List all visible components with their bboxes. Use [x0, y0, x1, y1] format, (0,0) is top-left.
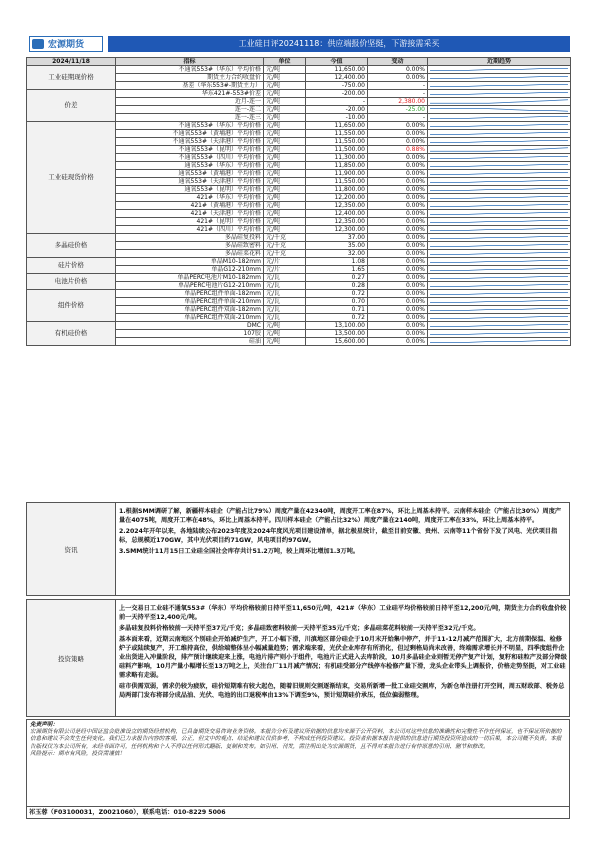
table-header-row — [27, 58, 571, 66]
trend-cell — [428, 106, 571, 114]
trend-sparkline — [428, 138, 570, 145]
unit-cell: 元/吨 — [264, 194, 306, 202]
trend-cell — [428, 330, 571, 338]
trend-sparkline — [428, 338, 570, 345]
value-cell: 11,650.00 — [306, 122, 368, 130]
value-cell: 11,650.00 — [306, 66, 368, 74]
value-cell: 1.65 — [306, 266, 368, 274]
trend-cell — [428, 242, 571, 250]
unit-cell: 元/千克 — [264, 242, 306, 250]
value-cell: 0.28 — [306, 282, 368, 290]
unit-cell: 元/吨 — [264, 210, 306, 218]
trend-line — [430, 269, 568, 271]
trend-sparkline — [428, 210, 570, 217]
value-cell: 12,400.00 — [306, 74, 368, 82]
strategy-paragraph: 硅市供需双弱，需求仍较为疲软，硅价短期难有较大起色，随着旧规则交割逐渐结束，交易所新增一批工业硅交割库，为新仓单注册打开空间，周五财政部、税务总局两部门发布将部分成品油、光伏、电池的出口退税率由13%下调至9%，预计短期硅价承压，低位偏弱整理。 — [119, 683, 565, 699]
trend-cell — [428, 282, 571, 290]
unit-cell: 元/吨 — [264, 226, 306, 234]
trend-cell — [428, 170, 571, 178]
table-row — [27, 274, 571, 282]
trend-line — [430, 77, 568, 79]
unit-cell: 元/吨 — [264, 178, 306, 186]
trend-sparkline — [428, 170, 570, 177]
unit-cell: 元/瓦 — [264, 274, 306, 282]
trend-sparkline — [428, 106, 570, 113]
value-cell: -20.00 — [306, 106, 368, 114]
indicator-cell: 不通氧553#（昆明）平均价格 — [116, 146, 264, 154]
trend-sparkline — [428, 282, 570, 289]
trend-line — [430, 253, 568, 255]
trend-sparkline — [428, 298, 570, 305]
trend-sparkline — [428, 274, 570, 281]
trend-sparkline — [428, 202, 570, 209]
unit-cell: 元/吨 — [264, 74, 306, 82]
value-cell: 11,900.00 — [306, 170, 368, 178]
trend-sparkline — [428, 154, 570, 161]
value-cell: 15,600.00 — [306, 338, 368, 346]
change-cell: 0.00% — [368, 202, 428, 210]
indicator-cell: 多晶硅菜花料 — [116, 250, 264, 258]
trend-cell — [428, 274, 571, 282]
value-cell: - — [306, 98, 368, 106]
change-cell: 0.00% — [368, 274, 428, 282]
trend-cell — [428, 194, 571, 202]
trend-cell — [428, 178, 571, 186]
change-cell: 0.00% — [368, 154, 428, 162]
info-paragraph: 1.根据SMM调研了解，新疆样本硅企（产能占比79%）周度产量在42340吨，周度开工率在87%，环比上周基本持平。云南样本硅企（产能占比30%）周度产量在4075吨，周度开工率在48%，环比上周基本持平。四川样本硅企（产能占比32%）周度产量在2140吨，周度开工率在33%，环比上周基本持平。 — [119, 508, 562, 524]
strategy-paragraph: 多晶硅复投料价格较前一天持平至37元/千克；多晶硅致密料较前一天持平至35元/千克；多晶硅菜花料较前一天持平至32元/千克。 — [119, 625, 480, 632]
unit-cell: 元/吨 — [264, 138, 306, 146]
trend-cell — [428, 202, 571, 210]
trend-line — [430, 221, 568, 223]
change-cell: 0.00% — [368, 130, 428, 138]
unit-cell: 元/瓦 — [264, 314, 306, 322]
info-content — [119, 507, 567, 558]
indicator-cell: 421#（天津港）平均价格 — [116, 210, 264, 218]
indicator-cell: 多晶硅复投料 — [116, 234, 264, 242]
change-cell: - — [368, 114, 428, 122]
trend-cell — [428, 298, 571, 306]
trend-sparkline — [428, 306, 570, 313]
change-cell: 0.00% — [368, 234, 428, 242]
trend-sparkline — [428, 266, 570, 273]
date-header: 2024/11/18 — [27, 58, 116, 66]
trend-sparkline — [428, 66, 570, 73]
change-cell: 0.00% — [368, 66, 428, 74]
indicator-cell: 连一-连三 — [116, 114, 264, 122]
company-logo — [29, 36, 103, 52]
change-cell: 0.00% — [368, 306, 428, 314]
unit-cell: 元/吨 — [264, 98, 306, 106]
trend-line — [430, 197, 568, 199]
change-cell: 2,380.00 — [368, 98, 428, 106]
indicator-cell: 107胶 — [116, 330, 264, 338]
trend-line — [430, 69, 568, 71]
analyst-contact: 祁玉蓉（F03100031，Z0021060），联系电话：010-8229 5006 — [26, 807, 570, 819]
indicator-cell: 硅油 — [116, 338, 264, 346]
trend-sparkline — [428, 122, 570, 129]
table-body — [27, 66, 571, 346]
trend-cell — [428, 146, 571, 154]
trend-sparkline — [428, 162, 570, 169]
unit-cell: 元/吨 — [264, 338, 306, 346]
trend-line — [430, 341, 568, 343]
category-cell: 硅片价格 — [27, 258, 116, 274]
change-cell: 0.88% — [368, 146, 428, 154]
change-cell: 0.00% — [368, 162, 428, 170]
report-title: 工业硅日评20241118：供应端报价坚挺，下游接需采买 — [108, 36, 570, 52]
unit-cell: 元/吨 — [264, 170, 306, 178]
unit-cell: 元/吨 — [264, 66, 306, 74]
indicator-cell: 华东421#-553#价差 — [116, 90, 264, 98]
trend-header: 近期趋势 — [428, 58, 571, 66]
trend-sparkline — [428, 218, 570, 225]
trend-line — [430, 165, 568, 167]
change-cell: 0.00% — [368, 138, 428, 146]
change-cell: 0.00% — [368, 322, 428, 330]
change-cell: 0.00% — [368, 282, 428, 290]
trend-cell — [428, 234, 571, 242]
table-row — [27, 290, 571, 298]
risk-warning: 风险提示：期市有风险，投资需谨慎！ — [30, 750, 126, 757]
trend-line — [430, 125, 568, 127]
disclaimer-text: 宏源期货有限公司是经中国证监会批准设立的期货经营机构，已具备期货交易咨询业务资格。本报告分析及建议所依据的信息均来源于公开资料，本公司对这些信息的准确性和完整性不作任何保证，也不保证所依据的信息和建议不会发生任何变化。我们已力求报告内容的客观、公正，但文中的观点、结论和建议仅供参考，不构成任何投资建议。投资者依据本报告提供的信息进行期货投资所造成的一切后果，本公司概不负责。本报告版权仅为本公司所有，未经书面许可，任何机构和个人不得以任何形式翻版、复制和发布。如引用、刊发，需注明出处为宏源期货，且不得对本报告进行有悖原意的引用、删节和修改。 — [30, 729, 562, 750]
trend-cell — [428, 82, 571, 90]
trend-cell — [428, 74, 571, 82]
indicator-cell: 单晶M10-182mm — [116, 258, 264, 266]
category-cell: 电池片价格 — [27, 274, 116, 290]
unit-cell: 元/片 — [264, 266, 306, 274]
indicator-cell: 单晶PERC组件单面-182mm — [116, 290, 264, 298]
change-cell: -25.00 — [368, 106, 428, 114]
indicator-cell: 单晶PERC组件双面-210mm — [116, 314, 264, 322]
trend-cell — [428, 226, 571, 234]
indicator-cell: 421#（黄埔港）平均价格 — [116, 202, 264, 210]
indicator-cell: 单晶PERC组件双面-182mm — [116, 306, 264, 314]
trend-line — [430, 189, 568, 191]
unit-cell: 元/吨 — [264, 114, 306, 122]
indicator-cell: 单晶G12-210mm — [116, 266, 264, 274]
trend-cell — [428, 122, 571, 130]
disclaimer-title: 免责声明： — [30, 722, 58, 728]
trend-cell — [428, 218, 571, 226]
value-cell: -10.00 — [306, 114, 368, 122]
trend-sparkline — [428, 330, 570, 337]
value-cell: 37.00 — [306, 234, 368, 242]
trend-line — [430, 245, 568, 247]
value-cell: 12,300.00 — [306, 226, 368, 234]
unit-cell: 元/瓦 — [264, 290, 306, 298]
category-cell: 工业硅现货价格 — [27, 122, 116, 234]
trend-line — [430, 325, 568, 327]
unit-cell: 元/吨 — [264, 330, 306, 338]
change-cell: 0.00% — [368, 178, 428, 186]
indicator-cell: 连一-连二 — [116, 106, 264, 114]
trend-cell — [428, 98, 571, 106]
trend-line — [430, 277, 568, 279]
value-cell: 11,800.00 — [306, 186, 368, 194]
strategy-paragraph: 上一交易日工业硅不通氧553#（华东）平均价格较前日持平至11,650元/吨，421#（华东）工业硅平均价格较前日持平至12,200元/吨，期货主力合约收盘价较前一天持平至12,400元/吨。 — [119, 605, 567, 621]
report-page — [26, 33, 570, 819]
value-cell: 0.72 — [306, 314, 368, 322]
info-paragraph: 3.SMM统计11月15日工业硅全国社会库存共计51.2万吨，较上周环比增加1.3万吨。 — [119, 548, 360, 555]
table-row — [27, 258, 571, 266]
trend-sparkline — [428, 250, 570, 257]
indicator-cell: 期货主力合约收盘价 — [116, 74, 264, 82]
trend-line — [430, 173, 568, 175]
table-row — [27, 90, 571, 98]
trend-sparkline — [428, 226, 570, 233]
value-cell: 13,500.00 — [306, 330, 368, 338]
trend-sparkline — [428, 90, 570, 97]
change-cell: 0.00% — [368, 122, 428, 130]
change-cell: 0.00% — [368, 242, 428, 250]
unit-cell: 元/吨 — [264, 106, 306, 114]
category-cell: 工业硅期现价格 — [27, 66, 116, 90]
value-cell: 35.00 — [306, 242, 368, 250]
unit-cell: 元/千克 — [264, 250, 306, 258]
value-cell: 11,300.00 — [306, 154, 368, 162]
change-cell: 0.00% — [368, 218, 428, 226]
trend-line — [430, 181, 568, 183]
indicator-cell: 单晶PERC电池片G12-210mm — [116, 282, 264, 290]
change-cell: - — [368, 82, 428, 90]
trend-line — [430, 237, 568, 239]
trend-sparkline — [428, 74, 570, 81]
trend-sparkline — [428, 242, 570, 249]
indicator-cell: 近月-连一 — [116, 98, 264, 106]
indicator-cell: 通氧553#（华东）平均价格 — [116, 162, 264, 170]
trend-line — [430, 309, 568, 311]
trend-line — [430, 285, 568, 287]
unit-cell: 元/吨 — [264, 218, 306, 226]
value-cell: 0.71 — [306, 306, 368, 314]
unit-cell: 元/吨 — [264, 322, 306, 330]
trend-line — [430, 213, 568, 215]
trend-sparkline — [428, 186, 570, 193]
value-cell: 32.00 — [306, 250, 368, 258]
trend-cell — [428, 186, 571, 194]
strategy-section — [26, 599, 570, 717]
trend-cell — [428, 314, 571, 322]
trend-line — [430, 293, 568, 295]
change-cell: 0.00% — [368, 250, 428, 258]
indicator-cell: 不通氧553#（华东）平均价格 — [116, 122, 264, 130]
trend-sparkline — [428, 234, 570, 241]
trend-cell — [428, 306, 571, 314]
value-cell: 0.27 — [306, 274, 368, 282]
report-header — [26, 33, 570, 55]
unit-cell: 元/吨 — [264, 202, 306, 210]
indicator-cell: 单晶PERC组件单面-210mm — [116, 298, 264, 306]
table-row — [27, 234, 571, 242]
indicator-cell: 421#（华东）平均价格 — [116, 194, 264, 202]
unit-cell: 元/吨 — [264, 162, 306, 170]
category-cell: 多晶硅价格 — [27, 234, 116, 258]
trend-sparkline — [428, 322, 570, 329]
info-section — [26, 502, 570, 596]
value-cell: 11,550.00 — [306, 138, 368, 146]
value-header: 今值 — [306, 58, 368, 66]
trend-line — [430, 229, 568, 231]
change-cell: 0.00% — [368, 226, 428, 234]
value-cell: 11,850.00 — [306, 162, 368, 170]
trend-sparkline — [428, 194, 570, 201]
change-cell: 0.00% — [368, 314, 428, 322]
trend-line — [430, 133, 568, 135]
unit-cell: 元/吨 — [264, 146, 306, 154]
trend-sparkline — [428, 130, 570, 137]
table-row — [27, 122, 571, 130]
change-cell: 0.00% — [368, 266, 428, 274]
table-row — [27, 66, 571, 74]
logo-text: 宏源期货 — [48, 40, 85, 50]
trend-line — [430, 141, 568, 143]
unit-cell: 元/吨 — [264, 82, 306, 90]
unit-cell: 元/瓦 — [264, 298, 306, 306]
indicator-cell: 不通氧553#（天津港）平均价格 — [116, 138, 264, 146]
category-cell: 有机硅价格 — [27, 322, 116, 346]
trend-line — [430, 261, 568, 263]
trend-cell — [428, 258, 571, 266]
strategy-label: 投资策略 — [27, 600, 116, 716]
trend-cell — [428, 66, 571, 74]
change-cell: 0.00% — [368, 194, 428, 202]
value-cell: 11,500.00 — [306, 146, 368, 154]
trend-sparkline — [428, 258, 570, 265]
change-header: 变动 — [368, 58, 428, 66]
unit-cell: 元/吨 — [264, 122, 306, 130]
change-cell: 0.00% — [368, 186, 428, 194]
trend-cell — [428, 250, 571, 258]
trend-cell — [428, 290, 571, 298]
trend-cell — [428, 154, 571, 162]
value-cell: 11,550.00 — [306, 130, 368, 138]
trend-sparkline — [428, 98, 570, 105]
indicator-cell: 单晶PERC电池片M10-182mm — [116, 274, 264, 282]
change-cell: 0.00% — [368, 290, 428, 298]
value-cell: 0.70 — [306, 298, 368, 306]
indicator-cell: 通氧553#（黄埔港）平均价格 — [116, 170, 264, 178]
logo-mark-icon — [32, 39, 44, 49]
trend-line — [430, 148, 568, 152]
trend-sparkline — [428, 82, 570, 89]
unit-cell: 元/瓦 — [264, 282, 306, 290]
unit-header: 单位 — [264, 58, 306, 66]
info-paragraph: 2.2024年开年以来，各地陆续公布2023年度及2024年度风光项目建设清单，据北极星统计，截至目前安徽、贵州、云南等11个省份下发了风电、光伏项目指标，总规模近170GW，其中光伏项目约71GW，风电项目约97GW。 — [119, 528, 558, 544]
value-cell: -750.00 — [306, 82, 368, 90]
trend-line — [430, 157, 568, 159]
trend-line — [430, 93, 568, 95]
trend-cell — [428, 130, 571, 138]
trend-line — [430, 205, 568, 207]
indicator-cell: 421#（四川）平均价格 — [116, 226, 264, 234]
trend-line — [430, 100, 568, 104]
value-cell: 1.08 — [306, 258, 368, 266]
table-row — [27, 322, 571, 330]
change-cell: 0.00% — [368, 330, 428, 338]
unit-cell: 元/吨 — [264, 154, 306, 162]
disclaimer — [26, 719, 570, 807]
trend-line — [430, 317, 568, 319]
trend-line — [430, 333, 568, 335]
trend-line — [430, 109, 568, 112]
strategy-content — [119, 604, 567, 702]
change-cell: 0.00% — [368, 338, 428, 346]
indicator-header: 指标 — [116, 58, 264, 66]
unit-cell: 元/片 — [264, 258, 306, 266]
category-cell: 组件价格 — [27, 290, 116, 322]
unit-cell: 元/瓦 — [264, 306, 306, 314]
unit-cell: 元/吨 — [264, 90, 306, 98]
change-cell: 0.00% — [368, 298, 428, 306]
price-table — [26, 57, 571, 346]
trend-cell — [428, 266, 571, 274]
indicator-cell: 基差（华东553#-期货主力） — [116, 82, 264, 90]
trend-cell — [428, 338, 571, 346]
trend-cell — [428, 162, 571, 170]
indicator-cell: 通氧553#（昆明）平均价格 — [116, 186, 264, 194]
trend-sparkline — [428, 146, 570, 153]
unit-cell: 元/吨 — [264, 130, 306, 138]
indicator-cell: 不通氧553#（黄埔港）平均价格 — [116, 130, 264, 138]
trend-line — [430, 117, 568, 119]
unit-cell: 元/千克 — [264, 234, 306, 242]
value-cell: 13,100.00 — [306, 322, 368, 330]
unit-cell: 元/吨 — [264, 186, 306, 194]
trend-sparkline — [428, 290, 570, 297]
info-label: 资讯 — [27, 503, 116, 595]
indicator-cell: 多晶硅致密料 — [116, 242, 264, 250]
trend-line — [430, 301, 568, 303]
change-cell: 0.00% — [368, 170, 428, 178]
indicator-cell: 421#（昆明）平均价格 — [116, 218, 264, 226]
category-cell: 价差 — [27, 90, 116, 122]
indicator-cell: 不通氧553#（华东）平均价格 — [116, 66, 264, 74]
change-cell: - — [368, 90, 428, 98]
trend-line — [430, 85, 568, 87]
value-cell: 12,200.00 — [306, 194, 368, 202]
trend-sparkline — [428, 314, 570, 321]
trend-sparkline — [428, 178, 570, 185]
trend-cell — [428, 322, 571, 330]
trend-cell — [428, 210, 571, 218]
indicator-cell: DMC — [116, 322, 264, 330]
indicator-cell: 通氧553#（天津港）平均价格 — [116, 178, 264, 186]
change-cell: 0.00% — [368, 74, 428, 82]
value-cell: 11,550.00 — [306, 178, 368, 186]
change-cell: 0.00% — [368, 258, 428, 266]
trend-cell — [428, 138, 571, 146]
value-cell: -200.00 — [306, 90, 368, 98]
value-cell: 12,400.00 — [306, 210, 368, 218]
change-cell: 0.00% — [368, 210, 428, 218]
trend-cell — [428, 114, 571, 122]
value-cell: 12,350.00 — [306, 202, 368, 210]
value-cell: 12,350.00 — [306, 218, 368, 226]
strategy-paragraph: 基本面来看，近期云南地区个别硅企开始减炉生产，开工小幅下滑，川滇地区部分硅企于10月末开始集中停产，并于11-12月减产范围扩大，北方前期保温、检修炉子或陆续复产，开工维持高位，供给端整体呈小幅减量趋势；需求端来看，光伏企业库存有所消化，但过剩格局尚未改善，终端需求增长并不明显，四季度组件企业出货进入冲量阶段，排产预计继续迎来上涨，电池片排产则小于组件，电池片正式进入去库阶段，10月多晶硅企业则暂无停产复产计划，复籽和硅粒产及部分降级硅料产影响，10月产量小幅增长至13万吨之上，关注台厂11月减产情况；有机硅受部分产线停车检修产量下滑，龙头企业带头上调报价，价格走势坚挺，对工业硅需求略有走弱。 — [119, 636, 567, 679]
value-cell: 0.72 — [306, 290, 368, 298]
trend-sparkline — [428, 114, 570, 121]
indicator-cell: 不通氧553#（四川）平均价格 — [116, 154, 264, 162]
trend-cell — [428, 90, 571, 98]
